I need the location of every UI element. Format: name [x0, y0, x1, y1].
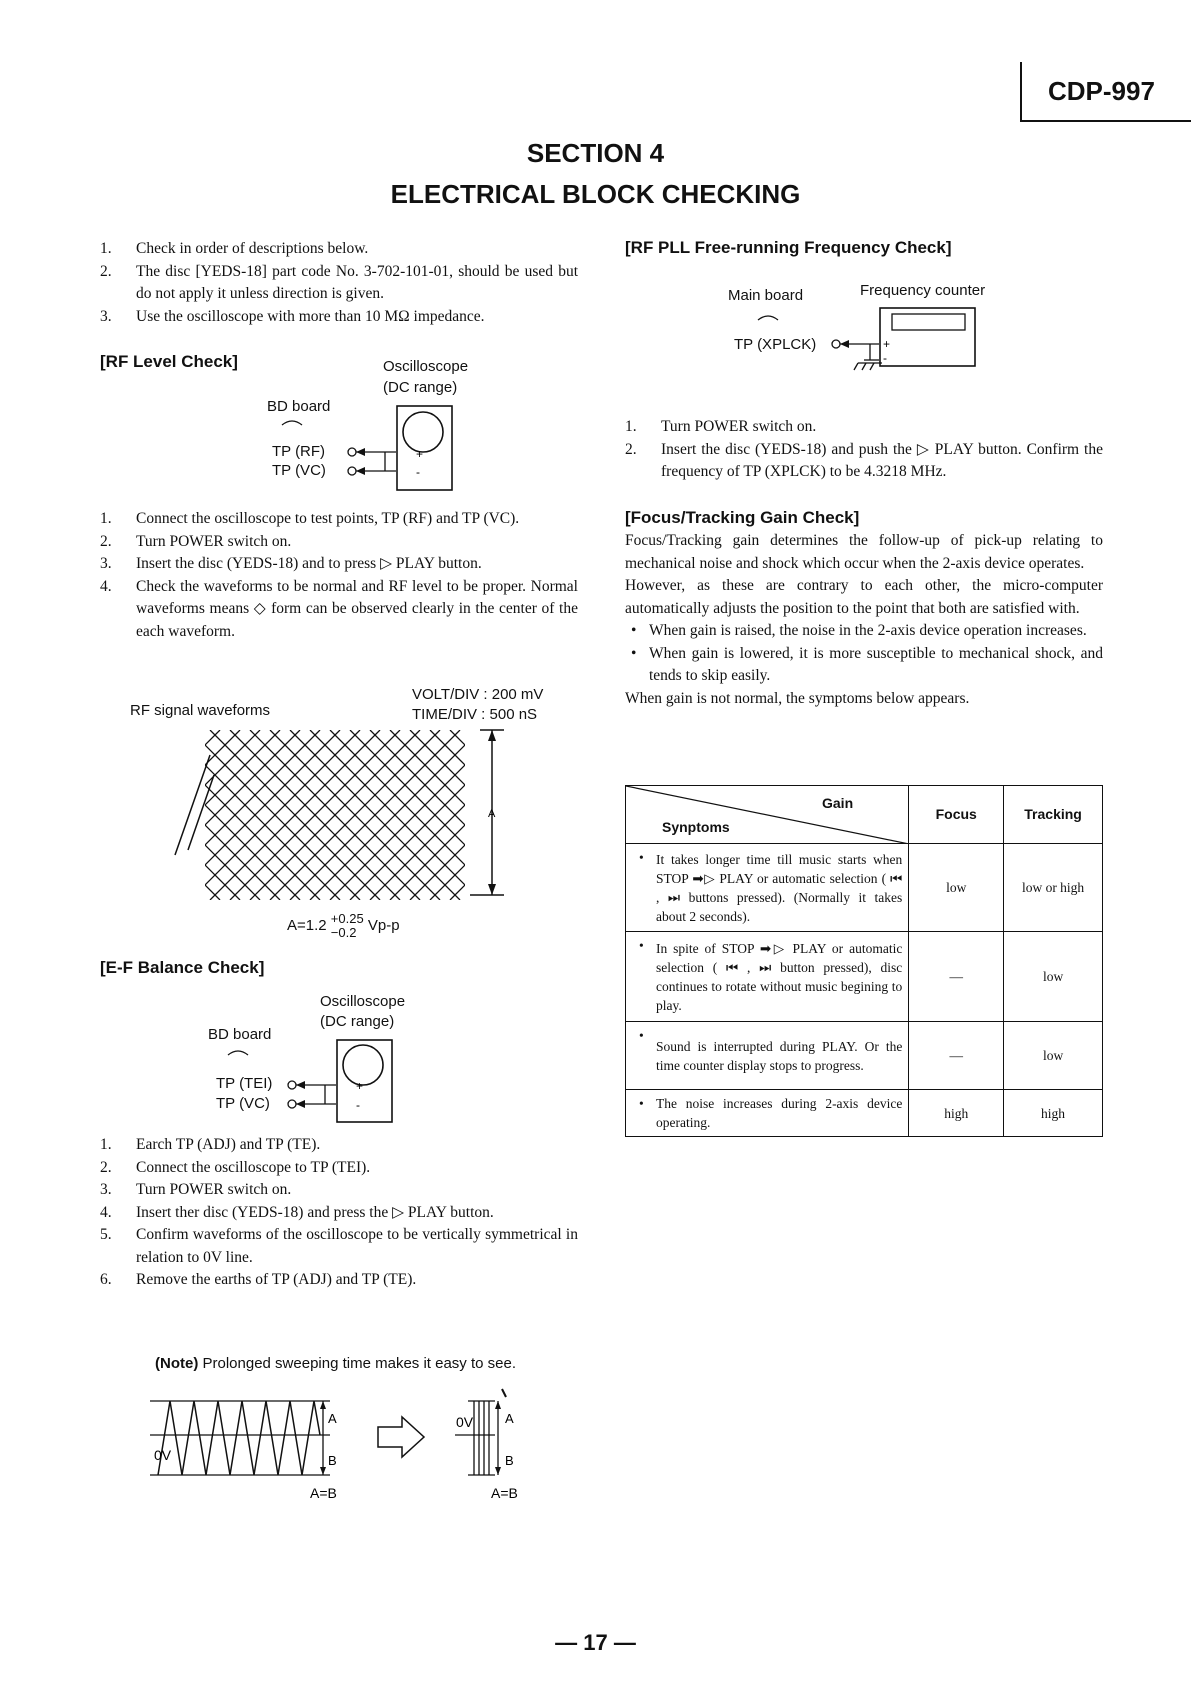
aeqb-label: A=B: [310, 1485, 337, 1501]
oscilloscope-range: (DC range): [320, 1013, 395, 1030]
eye-line: [450, 730, 520, 900]
gain-symptom-table: [625, 785, 1103, 1137]
bd-board-label: BD board: [267, 398, 331, 415]
amplitude-marker: A: [488, 808, 496, 820]
table-row: • The noise increases during 2-axis device operating. high high: [626, 1090, 1103, 1137]
list-item: • When gain is lowered, it is more susceptible to mechanical shock, and tends to skip easily.: [625, 643, 1103, 688]
bd-board-label: BD board: [208, 1026, 272, 1043]
eye-line: [170, 730, 220, 900]
table-row: • It takes longer time till music starts when STOP ➡▷ PLAY or automatic selection ( ⏮ , ⏭ buttons pressed). (Normally it takes about 2 seconds). low low or high: [626, 844, 1103, 932]
focus-paragraph: However, as these are contrary to each other, the micro-computer automatically adjusts the position to the point that both are satisfied with.: [625, 577, 1103, 617]
aeqb-label: A=B: [491, 1485, 518, 1501]
ef-balance-steps: [100, 1134, 578, 1292]
list-item: 2. The disc [YEDS-18] part code No. 3-702-101-01, should be used but do not apply it unless direction is given.: [100, 262, 578, 302]
b-label: B: [328, 1453, 337, 1468]
rf-level-steps: [100, 508, 578, 643]
eye-line: [170, 730, 280, 900]
rf-eye-pattern: [170, 725, 520, 910]
focus-tracking-body: [625, 530, 1103, 710]
time-div-label: TIME/DIV : 500 nS: [412, 706, 538, 723]
tp-xplck-label: TP (XPLCK): [734, 336, 817, 353]
table-header-row: [626, 786, 1103, 844]
eye-line: [450, 730, 520, 900]
list-item: 5. Confirm waveforms of the oscilloscope to be vertically symmetrical in relation to 0V line.: [100, 1226, 578, 1266]
eye-line: [430, 730, 520, 900]
ov-label: 0V: [154, 1447, 172, 1463]
rf-level-heading: [RF Level Check]: [100, 352, 238, 371]
tp-vc-label: TP (VC): [272, 462, 326, 479]
eye-line: [170, 730, 220, 900]
frequency-counter-label: Frequency counter: [860, 282, 986, 299]
list-item: 3. Insert the disc (YEDS-18) and to press ▷ PLAY button.: [100, 555, 482, 572]
ef-balance-connection-diagram: [210, 1030, 410, 1125]
focus-paragraph: When gain is not normal, the symptoms below appears.: [625, 689, 970, 707]
focus-bullets: [625, 620, 1103, 688]
section-title: ELECTRICAL BLOCK CHECKING: [390, 179, 801, 209]
volt-div-label: VOLT/DIV : 200 mV: [412, 686, 544, 703]
list-item: 2. Insert the disc (YEDS-18) and push the ▷ PLAY button. Confirm the frequency of TP (XPLCK) to be 4.3218 MHz.: [625, 440, 1103, 480]
note: (Note) Prolonged sweeping time makes it easy to see.: [155, 1355, 516, 1372]
tp-tei-label: TP (TEI): [216, 1075, 273, 1092]
model-number: CDP-997: [1048, 76, 1155, 106]
eye-line: [170, 730, 240, 900]
eye-line: [370, 730, 520, 900]
list-item: • When gain is raised, the noise in the 2-axis device operation increases.: [625, 620, 1103, 643]
rf-pll-steps: [625, 416, 1103, 484]
table-row: • Sound is interrupted during PLAY. Or the time counter display stops to progress. — low: [626, 1022, 1103, 1090]
ef-waveform-diagram: [150, 1375, 570, 1505]
b-label: B: [505, 1453, 514, 1468]
list-item: 1. Connect the oscilloscope to test points, TP (RF) and TP (VC).: [100, 510, 520, 527]
list-item: 4. Check the waveforms to be normal and RF level to be proper. Normal waveforms means ◇ form can be observed clearly in the center of the each waveform.: [100, 577, 578, 640]
eye-pattern-lines: [170, 730, 520, 900]
eye-line: [410, 730, 520, 900]
a-label: A: [505, 1411, 514, 1426]
a-label: A: [328, 1411, 337, 1426]
list-item: 1. Earch TP (ADJ) and TP (TE).: [100, 1136, 321, 1153]
list-item: 1. Check in order of descriptions below.: [100, 240, 369, 257]
tp-vc-label: TP (VC): [216, 1095, 270, 1112]
intro-list: [100, 238, 578, 328]
rf-pll-connection-diagram: [740, 300, 980, 380]
eye-line: [410, 730, 520, 900]
eye-line: [370, 730, 520, 900]
ef-balance-heading: [E-F Balance Check]: [100, 958, 265, 977]
rf-level-connection-diagram: [270, 400, 470, 495]
eye-line: [510, 730, 520, 900]
tp-rf-label: TP (RF): [272, 443, 326, 460]
svg-text:+: +: [416, 447, 424, 461]
oscilloscope-label: Oscilloscope: [320, 993, 406, 1010]
svg-text:+: +: [883, 337, 891, 351]
rf-waveform-label: RF signal waveforms: [130, 702, 271, 719]
eye-line: [170, 730, 320, 900]
svg-text:-: -: [883, 351, 887, 365]
list-item: 6. Remove the earths of TP (ADJ) and TP (TE).: [100, 1271, 417, 1288]
list-item: 2. Connect the oscilloscope to TP (TEI).: [100, 1158, 371, 1176]
rf-amplitude-spec: A=1.2 +0.25 −0.2 Vp-p: [287, 911, 400, 940]
svg-text:-: -: [356, 1098, 360, 1112]
eye-line: [430, 730, 520, 900]
main-board-label: Main board: [728, 287, 804, 304]
table-row: • In spite of STOP ➡▷ PLAY or automatic selection ( ⏮ , ⏭ button pressed), disc continues to rotate without music begining to play. — low: [626, 932, 1103, 1022]
svg-text:-: -: [416, 465, 420, 479]
list-item: 3. Turn POWER switch on.: [100, 1181, 292, 1198]
focus-paragraph: Focus/Tracking gain determines the follow-up of pick-up relating to mechanical noise and shock which occur when the 2-axis device operates.: [625, 532, 1103, 572]
ov-label: 0V: [456, 1414, 474, 1430]
list-item: 4. Insert ther disc (YEDS-18) and press the ▷ PLAY button.: [100, 1203, 494, 1221]
tracking-header: Tracking: [1004, 786, 1103, 844]
rf-pll-heading: [RF PLL Free-running Frequency Check]: [625, 238, 952, 257]
arrow-right-icon: [378, 1417, 424, 1457]
list-item: 2. Turn POWER switch on.: [100, 532, 292, 550]
focus-header: Focus: [909, 786, 1004, 844]
eye-line: [170, 730, 240, 900]
list-item: 3. Use the oscilloscope with more than 10 MΩ impedance.: [100, 307, 485, 325]
eye-line: [170, 730, 280, 900]
list-item: 1. Turn POWER switch on.: [625, 418, 817, 435]
eye-line: [510, 730, 520, 900]
gain-symptoms-header: Gain Synptoms: [626, 786, 909, 844]
section-number: SECTION 4: [526, 138, 665, 168]
oscilloscope-label: Oscilloscope: [383, 358, 469, 375]
svg-text:+: +: [356, 1079, 364, 1093]
focus-tracking-heading: [Focus/Tracking Gain Check]: [625, 508, 860, 527]
oscilloscope-range: (DC range): [383, 379, 458, 396]
eye-line: [170, 730, 320, 900]
page-number: — 17 —: [555, 1630, 636, 1655]
